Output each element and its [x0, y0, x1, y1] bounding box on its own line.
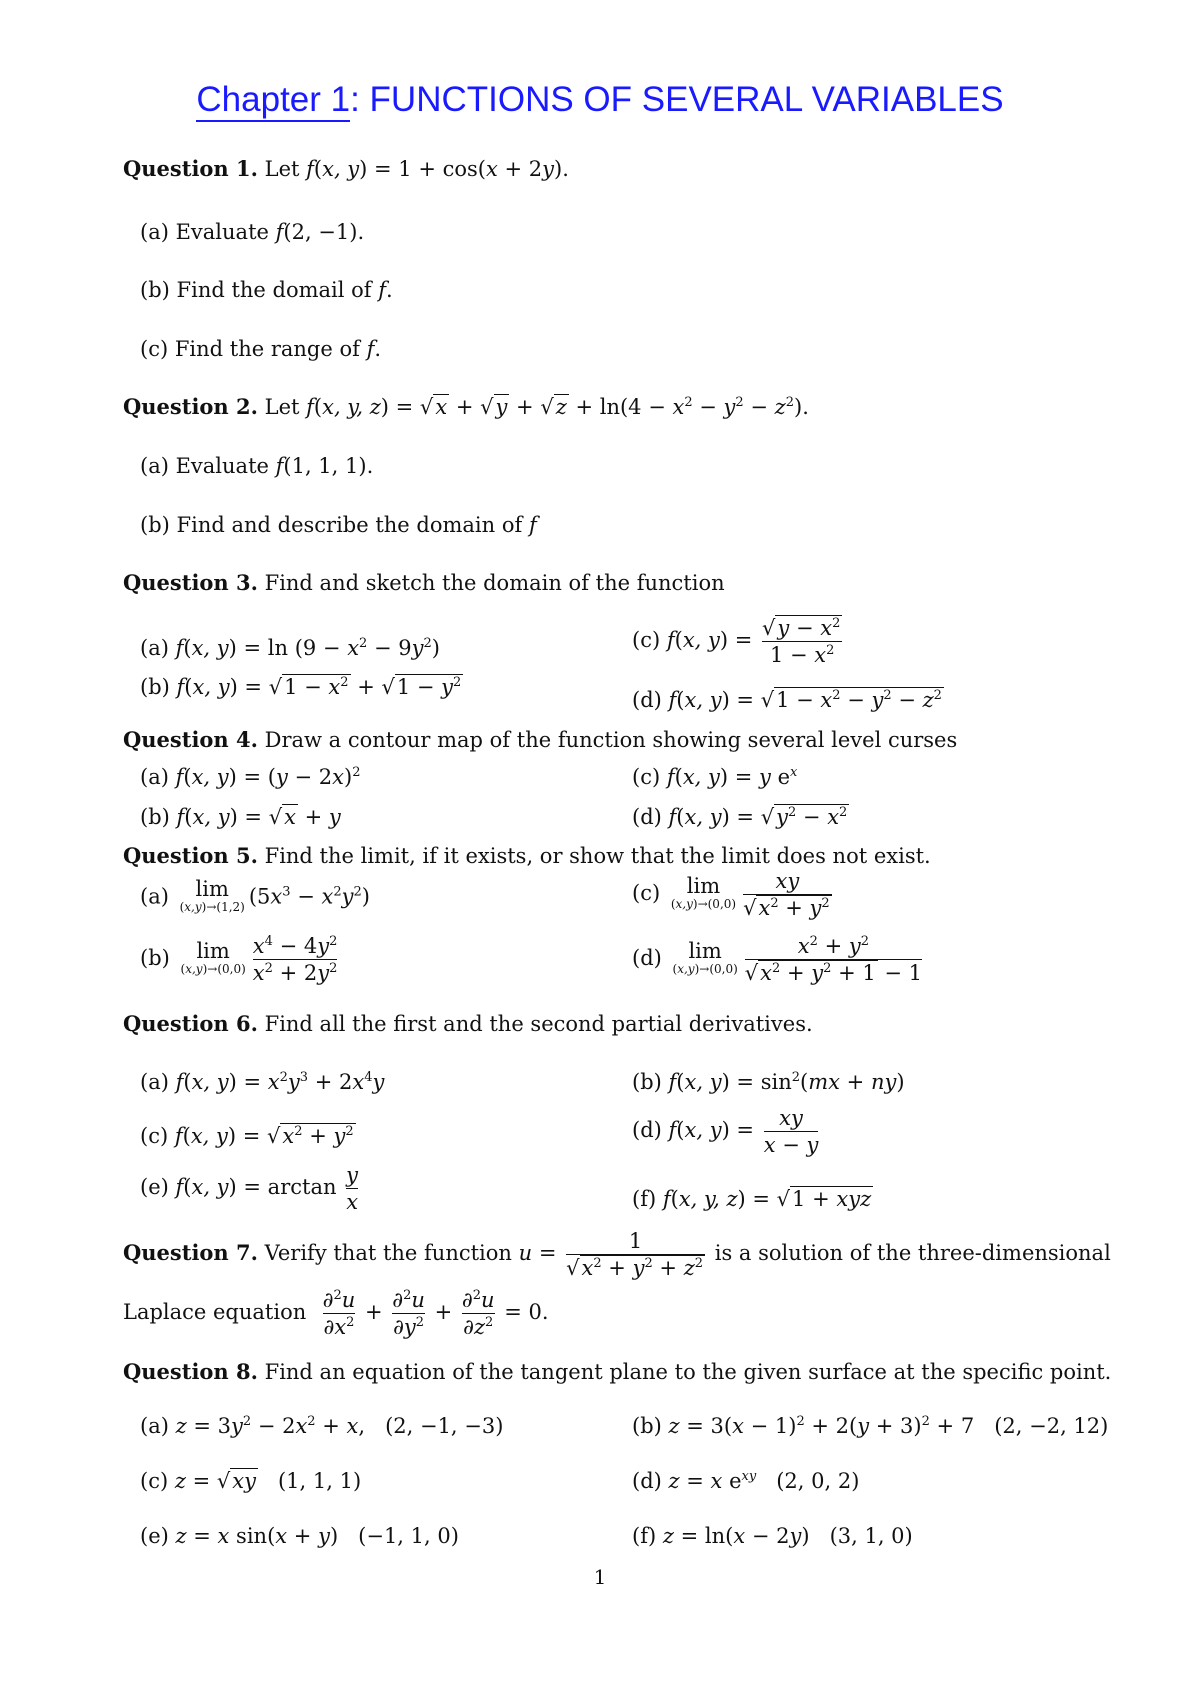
q6-header: [123, 1010, 813, 1038]
q5-label: Question 5.: [123, 843, 258, 868]
q8-header: [123, 1358, 1111, 1386]
page-number: 1: [593, 1565, 607, 1589]
q4d: (d) f(x, $y) = √y^2 - x^2$: [632, 805, 848, 829]
q6f: (f) f(x, y, z) = √1 + xyz: [632, 1187, 872, 1211]
q5b: (b) lim (x,y)→(0,0) $\frac{x^4 - 4y^2}{x^2 + 2y^2}$: [140, 934, 338, 985]
q1a-label: (a): [140, 220, 169, 244]
q8c: (c) z = √xy (1, 1, 1): [140, 1469, 362, 1493]
q4c: (c) f(x, y) = y $e^x$: [632, 765, 798, 789]
q8a: (a) $z = 3y^2 - 2x^2 + x$, (2, −1, −3): [140, 1414, 504, 1438]
q1c-label: (c): [140, 337, 169, 361]
q7-label: Question 7.: [123, 1240, 258, 1265]
q6-label: Question 6.: [123, 1011, 258, 1036]
q1c: (c) Find the range of f.: [140, 337, 382, 361]
q5c: (c) lim (x,y)→(0,0) $\frac{xy}{√x^2 + y^2}$: [632, 869, 830, 920]
q6a: (a) f(x, $y) = x^2y^3 + 2x^4y$: [140, 1070, 385, 1094]
q5-header: [123, 842, 931, 870]
q6c: (c) f(x, $y) = √x^2 + y^2$: [140, 1124, 354, 1148]
q8b: (b) $z = 3(x - 1)^2 + 2(y + 3)^2 + 7$ (2, −2, 12): [632, 1414, 1109, 1438]
q4-label: Question 4.: [123, 727, 258, 752]
q4-text: Draw a contour map of the function showing several level curses: [264, 728, 958, 752]
q1-header: Question 1. Let f(x, y) = 1 + cos(x + 2y).: [123, 156, 569, 181]
q5d: (d) lim (x,y)→(0,0) $\frac{x^2 + y^2}{√x^2 + y^2 + 1 - 1}$: [632, 934, 923, 985]
q8d: (d) z = x $e^{xy}$ (2, 0, 2): [632, 1469, 860, 1493]
q3-header: [123, 569, 725, 597]
chapter-link[interactable]: Chapter 1: [196, 80, 350, 122]
q4-header: [123, 726, 957, 754]
q2a-label: (a): [140, 454, 169, 478]
q2a-text: Evaluate: [175, 454, 269, 478]
q2a: (a) Evaluate f(1, 1, 1).: [140, 454, 374, 478]
q1a-text: Evaluate: [175, 220, 269, 244]
q1c-text: Find the range of: [174, 337, 360, 361]
q2-label: Question 2.: [123, 394, 258, 419]
q1a: (a) Evaluate f(2, −1).: [140, 220, 365, 244]
q7-text1: Verify that the function: [264, 1241, 512, 1265]
q7-line1: Question 7. Verify that the function u = $\frac{1}{√x^2 + y^2 + z^2}$ is a solution of the three-dimensional: [123, 1229, 1111, 1280]
q5a: (a) lim (x,y)→(1,2) $(5x^3 - x^2y^2)$: [140, 877, 370, 914]
q6b: (b) f(x, $y) = \sin^2(mx + ny)$: [632, 1070, 905, 1094]
title-rest: : FUNCTIONS OF SEVERAL VARIABLES: [350, 80, 1004, 119]
q2b-text: Find and describe the domain of: [176, 513, 523, 537]
q3a: (a) f(x, $y) = \ln (9 - x^2 - 9y^2)$: [140, 636, 440, 660]
q3d: (d) f(x, $y) = √1 - x^2 - y^2 - z^2$: [632, 688, 942, 712]
q8-label: Question 8.: [123, 1359, 258, 1384]
q5-text: Find the limit, if it exists, or show that the limit does not exist.: [264, 844, 931, 868]
q1-intro: Let: [264, 157, 300, 181]
q3-text: Find and sketch the domain of the function: [264, 571, 725, 595]
q2b-label: (b): [140, 513, 170, 537]
q4a: (a) f(x, $y) = (y - 2x)^2$: [140, 765, 361, 789]
q8f: (f) z = ln(x − 2y) (3, 1, 0): [632, 1524, 913, 1548]
q3-label: Question 3.: [123, 570, 258, 595]
q6-text: Find all the first and the second partial derivatives.: [264, 1012, 813, 1036]
q1b-label: (b): [140, 278, 170, 302]
q7-text2: is a solution of the three-dimensional: [714, 1241, 1111, 1265]
q7-line2: Laplace equation $\frac{\partial^2u}{\partial x^2}$ + $\frac{\partial^2u}{\partial y^2}$ + $\frac{\partial^2u}{\partial z^2}$ = 0.: [123, 1288, 549, 1339]
q8-text: Find an equation of the tangent plane to the given surface at the specific point.: [264, 1360, 1112, 1384]
q6d: (d) f(x, y) = $\frac{xy}{x - y}$: [632, 1106, 819, 1157]
q3c: (c) f(x, y) = $\frac{√y - x^2}{1 - x^2}$: [632, 616, 841, 667]
q7-text3: Laplace equation: [123, 1300, 307, 1324]
q3b: (b) f(x, $y) = √1 - x^2 + √1 - y^2$: [140, 675, 462, 699]
q1b: (b) Find the domail of f.: [140, 278, 393, 302]
q8e: (e) z = x sin(x + y) (−1, 1, 0): [140, 1524, 459, 1548]
q1-label: Question 1.: [123, 156, 258, 181]
q1b-text: Find the domail of: [176, 278, 372, 302]
q2-intro: Let: [264, 395, 300, 419]
q2b: (b) Find and describe the domain of f: [140, 513, 537, 537]
page-title: [0, 80, 1200, 122]
q6e: (e) f(x, y) = arctan $\frac{y}{x}$: [140, 1163, 359, 1214]
q4b: (b) f(x, y) = √x + y: [140, 805, 341, 829]
q2-header: Question 2. Let f(x, y, $z) = √x + √y + √z + \ln(4 - x^2 - y^2 - z^2)$.: [123, 394, 809, 419]
